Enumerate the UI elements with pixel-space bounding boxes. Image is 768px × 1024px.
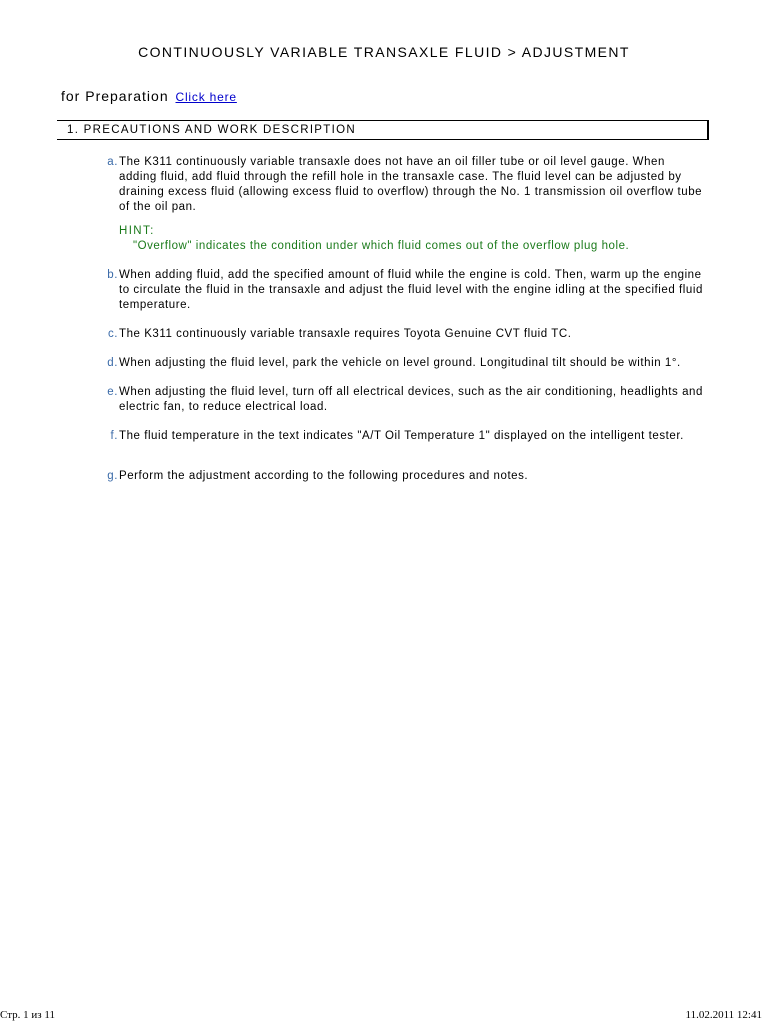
preparation-label: for Preparation	[61, 88, 169, 104]
preparation-link[interactable]: Click here	[175, 90, 237, 104]
procedure-list	[96, 155, 706, 484]
list-item-text: Perform the adjustment according to the following procedures and notes.	[119, 470, 529, 482]
hint-title: HINT:	[119, 225, 155, 237]
list-marker: b.	[107, 269, 118, 281]
list-item-f	[96, 429, 706, 444]
list-item-b	[96, 268, 706, 313]
hint-text: "Overflow" indicates the condition under which fluid comes out of the overflow plug hole.	[133, 240, 630, 252]
list-marker: c.	[107, 328, 118, 340]
list-marker: d.	[107, 357, 118, 369]
list-item-c	[96, 327, 706, 342]
list-item-text: The fluid temperature in the text indicates "A/T Oil Temperature 1" displayed on the intelligent tester.	[119, 430, 684, 442]
list-marker: e.	[107, 386, 118, 398]
list-item-g	[96, 469, 706, 484]
list-item-text: When adding fluid, add the specified amount of fluid while the engine is cold. Then, warm up the engine to circulate the fluid in the transaxle and adjust the fluid level with the engine idling at the specified fluid temperature.	[119, 269, 703, 311]
list-item-d	[96, 356, 706, 371]
page-title: CONTINUOUSLY VARIABLE TRANSAXLE FLUID > ADJUSTMENT	[138, 44, 630, 60]
hint-block	[119, 224, 706, 254]
list-item-text: The K311 continuously variable transaxle does not have an oil filler tube or oil level gauge. When adding fluid, add fluid through the refill hole in the transaxle case. The fluid level can be adjusted by draining excess fluid (allowing excess fluid to overflow) through the No. 1 transmission oil overflow tube of the oil pan.	[119, 156, 703, 213]
print-datetime: 11.02.2011 12:41	[685, 1009, 762, 1021]
list-marker: g.	[107, 470, 118, 482]
list-item-text: The K311 continuously variable transaxle requires Toyota Genuine CVT fluid TC.	[119, 328, 572, 340]
preparation-line	[61, 88, 237, 104]
list-item-e	[96, 385, 706, 415]
list-marker: f.	[110, 430, 118, 442]
list-item-a	[96, 155, 706, 254]
page-number: Стр. 1 из 11	[0, 1009, 55, 1021]
section-heading: 1. PRECAUTIONS AND WORK DESCRIPTION	[57, 120, 709, 140]
list-item-text: When adjusting the fluid level, park the vehicle on level ground. Longitudinal tilt should be within 1°.	[119, 357, 681, 369]
list-marker: a.	[107, 156, 118, 168]
list-item-text: When adjusting the fluid level, turn off all electrical devices, such as the air conditioning, headlights and electric fan, to reduce electrical load.	[119, 386, 703, 413]
